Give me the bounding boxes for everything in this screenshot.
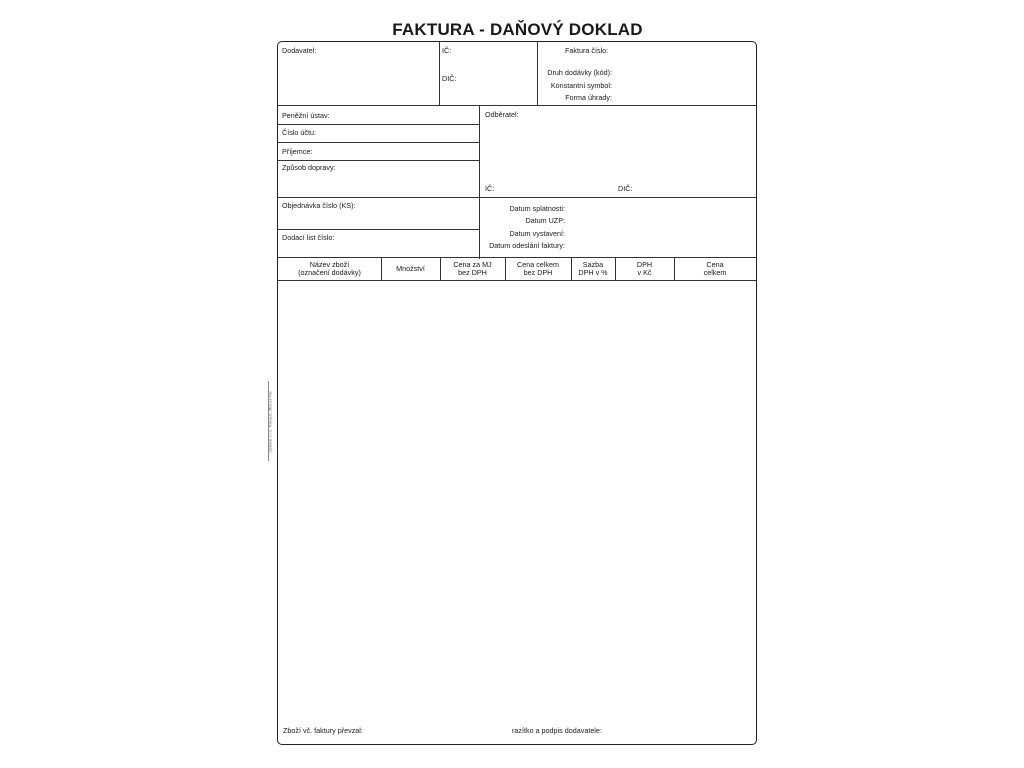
recipient-label: Příjemce:	[282, 147, 313, 156]
account-number-label: Číslo účtu:	[282, 128, 316, 137]
column-header-unit-price: Cena za MJ bez DPH	[453, 260, 492, 277]
transport-label: Způsob dopravy:	[282, 163, 336, 172]
divider	[278, 124, 479, 125]
column-header-item: Název zboží (označení dodávky)	[298, 260, 361, 277]
divider	[439, 42, 440, 105]
column-header-total: Cena celkem	[703, 260, 727, 277]
divider	[278, 280, 756, 281]
divider	[278, 105, 756, 106]
constant-symbol-label: Konstantní symbol:	[550, 81, 612, 90]
supplier-ic-label: IČ:	[442, 46, 452, 55]
divider	[278, 142, 479, 143]
payment-form-label: Forma úhrady:	[565, 93, 612, 102]
supplier-label: Dodavatel:	[282, 46, 317, 55]
stamp-signature-label: razítko a podpis dodavatele:	[512, 726, 602, 735]
order-number-label: Objednávka číslo (KS):	[282, 201, 356, 210]
document-title: FAKTURA - DAŇOVÝ DOKLAD	[392, 20, 643, 39]
due-date-label: Datum splatnosti:	[509, 204, 565, 213]
divider	[479, 105, 480, 259]
customer-ic-label: IČ:	[485, 184, 495, 193]
divider	[278, 229, 479, 230]
goods-received-label: Zboží vč. faktury převzal:	[283, 726, 363, 735]
side-print-text: Optimal s.r.o. Tiskopis, Mionex Hw	[267, 391, 273, 453]
issue-date-label: Datum vystavení:	[509, 229, 565, 238]
customer-label: Odběratel:	[485, 110, 519, 119]
delivery-note-label: Dodací list číslo:	[282, 233, 335, 242]
bank-label: Peněžní ústav:	[282, 111, 330, 120]
column-header-vat-rate: Sazba DPH v %	[578, 260, 608, 277]
supplier-dic-label: DIČ:	[442, 74, 457, 83]
column-header-vat-amount: DPH v Kč	[636, 260, 653, 277]
column-header-total-net: Cena celkem bez DPH	[517, 260, 559, 277]
invoice-number-label: Faktura číslo:	[565, 46, 609, 55]
column-header-quantity: Množství	[396, 264, 425, 273]
divider	[278, 160, 479, 161]
delivery-type-label: Druh dodávky (kód):	[547, 68, 612, 77]
invoice-form	[277, 41, 757, 745]
divider	[537, 42, 538, 105]
send-date-label: Datum odeslání faktury:	[489, 241, 565, 250]
customer-dic-label: DIČ:	[618, 184, 633, 193]
divider	[278, 197, 756, 198]
uzp-date-label: Datum UZP:	[525, 216, 565, 225]
